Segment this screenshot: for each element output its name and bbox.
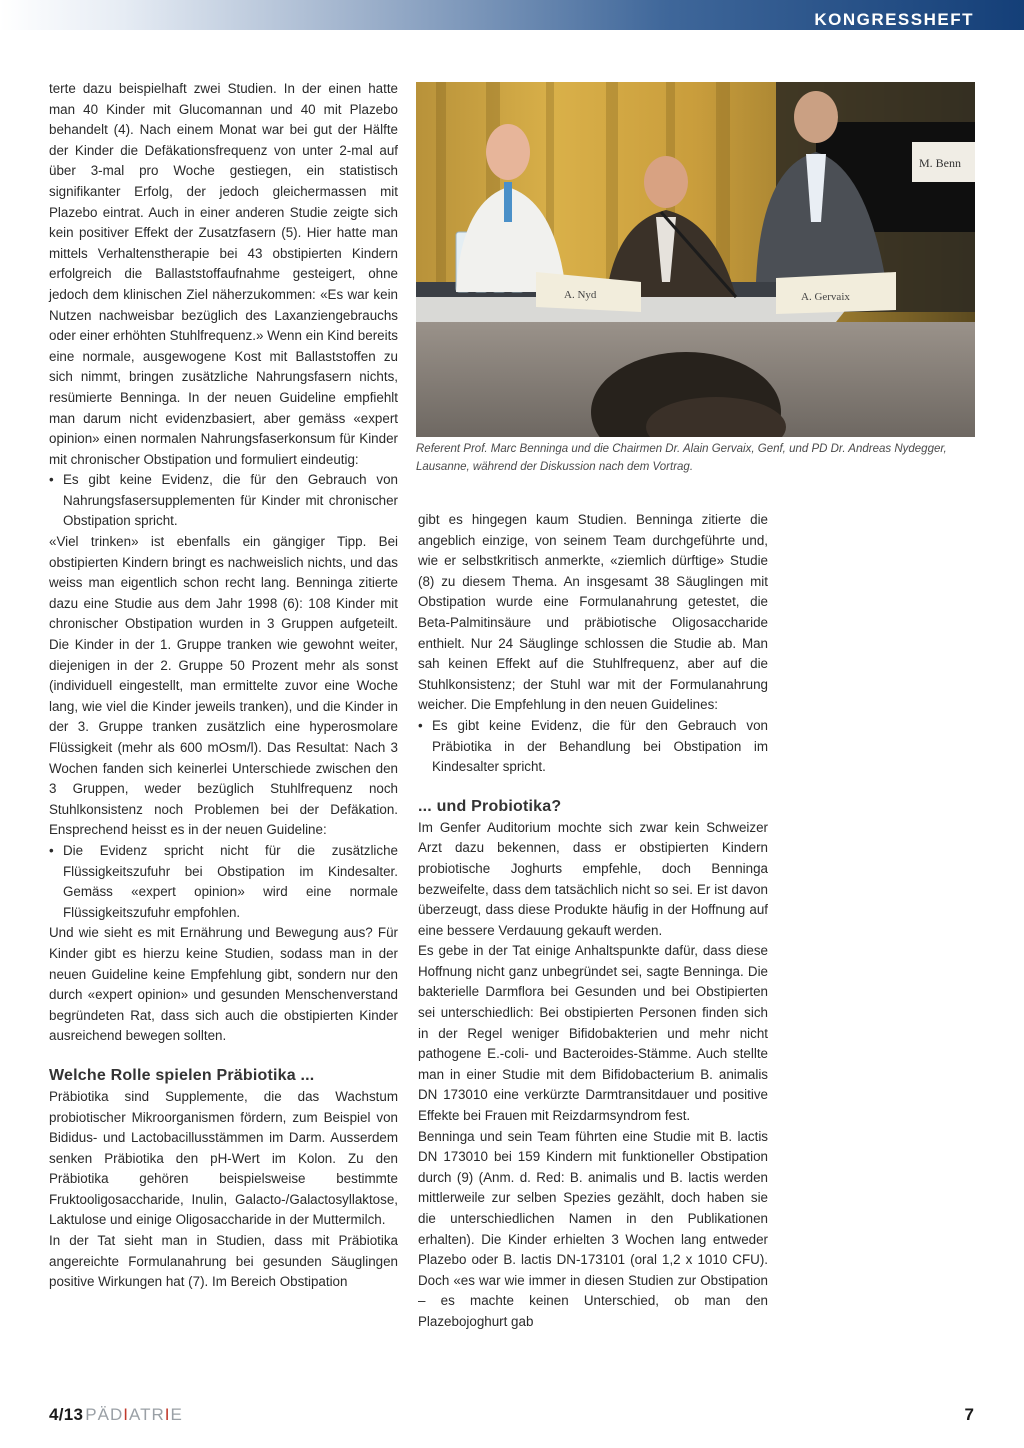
section-label: KONGRESSHEFT	[814, 10, 974, 29]
paragraph: Es gebe in der Tat einige Anhaltspunkte dafür, dass diese Hoffnung nicht ganz unbegründet sei, sagte Benninga. Die bakterielle Darmflora bei Gesunden und bei Obstipierten sei unterschiedlich: Bei obstipierten Personen finden sich in der Regel weniger Bifidobakterien und mehr nicht pathogene E.-coli- und Bacteroides-Stämme. Auch stellte man in einer Studie mit dem Bifidobacterium B. animalis DN 173010 eine verkürzte Darmtransitdauer und positive Effekte bei Frauen mit Reizdarmsyndrom fest.	[418, 943, 768, 1124]
list-item	[49, 470, 398, 532]
paragraph: In der Tat sieht man in Studien, dass mit Präbiotika angereichte Formulanahrung bei gesunden Säuglingen positive Wirkungen hat (7). Im Bereich Obstipation	[49, 1233, 398, 1290]
list-item-text: Es gibt keine Evidenz, die für den Gebrauch von Präbiotika in der Behandlung bei Obstipation im Kindesalter spricht.	[432, 717, 768, 775]
page-number: 7	[964, 1405, 974, 1424]
list-item-text: Es gibt keine Evidenz, die für den Gebrauch von Nahrungsfasersupplementen für Kinder mit chronischer Obstipation spricht.	[63, 472, 398, 529]
paragraph: terte dazu beispielhaft zwei Studien. In der einen hatte man 40 Kinder mit Glucomannan und 40 mit Plazebo behandelt (4). Nach einem Monat war bei gut der Hälfte der Kinder die Defäkationsfrequenz von unter 2-mal auf über 3-mal pro Woche gestiegen, ein statistisch signifikanter Erfolg, der jedoch gleichermassen mit Plazebo eintrat. Auch in einer anderen Studie zeigte sich kein positiver Effekt der Zusatzfasern (5). Hier hatte man mittels Verhaltenstherapie bei 43 obstipierten Kindern erfolgreich die Ballaststoffaufnahme gesteigert, ohne jedoch dem klinischen Ziel näherzukommen: «Es war kein Nutzen nachweisbar bezüglich des Laxanziengebrauchs oder einer erhöhten Stuhlfrequenz.» Wenn ein Kind bereits eine normale, ausgewogene Kost mit Ballaststoffen zu sich nimmt, bringen zusätzliche Nahrungsfasern nichts, resümierte Benninga. In der neuen Guideline empfiehlt man darum nicht evidenzbasiert, aber gemäss «expert opinion» einen normalen Nahrungsfaserkonsum für Kinder mit chronischer Obstipation und formuliert eindeutig:	[49, 81, 398, 467]
bullet-icon: •	[49, 842, 54, 858]
paragraph: Und wie sieht es mit Ernährung und Bewegung aus? Für Kinder gibt es hierzu keine Studien, sodass man in der neuen Guideline keine Empfehlung gibt, sondern nur den durch «expert opinion» und gesunden Menschenverstand begründeten Rat, dass sich auch die obstipierten Kinder ausreichend bewegen sollten.	[49, 925, 398, 1044]
bullet-icon: •	[49, 472, 54, 488]
magazine-name-part: PÄD	[85, 1405, 124, 1424]
issue-number: 4/13	[49, 1405, 84, 1424]
magazine-name-part: E	[170, 1405, 183, 1424]
section-heading: Welche Rolle spielen Präbiotika ...	[49, 1066, 315, 1084]
photo-caption: Referent Prof. Marc Benninga und die Chairmen Dr. Alain Gervaix, Genf, und PD Dr. Andreas Nydegger, Lausanne, während der Diskussion nach dem Vortrag.	[416, 443, 947, 473]
bullet-list	[49, 470, 398, 532]
conference-photo	[416, 82, 975, 437]
magazine-name-part: I	[123, 1405, 129, 1424]
list-item	[418, 716, 768, 778]
magazine-name-part: I	[164, 1405, 171, 1424]
magazine-name-part: ATR	[129, 1405, 165, 1424]
paragraph: Präbiotika sind Supplemente, die das Wachstum probiotischer Mikroorganismen fördern, zum Beispiel von Bididus- und Lactobacillusstämmen im Darm. Ausserdem senken Präbiotika den pH-Wert im Kolon. Zu den Präbiotika gehören beispielsweise bestimmte Fruktooligosaccharide, Inulin, Galacto-/Galactosyllaktose, Laktulose und einige Oligosaccharide in der Muttermilch.	[49, 1088, 398, 1228]
nameplate-middle: A. Gervaix	[801, 291, 850, 303]
paragraph: Im Genfer Auditorium mochte sich zwar kein Schweizer Arzt dazu bekennen, dass er obstipierten Kindern probiotische Joghurts empfehle, doch Benninga bezweifelte, dass dem tatsächlich nicht so sei. Er ist davon überzeugt, dass diese Produkte häufig in der Hoffnung auf eine bessere Verdauung gekauft werden.	[418, 819, 768, 938]
paragraph: gibt es hingegen kaum Studien. Benninga zitierte die angeblich einzige, von seinem Team durchgeführte und, wie er selbstkritisch anmerkte, «ziemlich dürftige» Studie (8) zu diesem Thema. An insgesamt 38 Säuglingen mit Obstipation wurde eine Formulanahrung getestet, die Beta-Palmitinsäure und präbiotische Oligosaccharide enthielt. Nur 24 Säuglinge schlossen die Studie ab. Man sah keinen Effekt auf die Stuhlfrequenz, aber auf die Stuhlkonsistenz; der Stuhl war mit der Formulanahrung weicher. Die Empfehlung in den neuen Guidelines:	[418, 512, 768, 713]
paragraph: «Viel trinken» ist ebenfalls ein gängiger Tipp. Bei obstipierten Kindern bringt es nachweislich nichts, und das weiss man eigentlich schon recht lang. Benninga zitierte dazu eine Studie aus dem Jahr 1998 (6): 108 Kinder mit chronischer Obstipation wurden in 3 Gruppen aufgeteilt. Die Kinder in der 1. Gruppe tranken wie gewohnt weiter, diejenigen in der 2. Gruppe 50 Prozent mehr als sonst (individuell eingestellt, man ermittelte zuvor eine Woche lang, wie viel die Kinder jeweils tranken), und die Kinder in der 3. Gruppe tranken zusätzlich eine hyperosmolare Flüssigkeit (mehr als 600 mOsm/l). Das Resultat: Nach 3 Wochen fanden sich keinerlei Unterschiede zwischen den 3 Gruppen, weder bezüglich Stuhlfrequenz noch Stuhlkonsistenz noch Problemen bei der Defäkation. Ensprechend heisst es in der neuen Guideline:	[49, 534, 398, 838]
bullet-list	[418, 716, 768, 778]
nameplate-right: M. Benn	[919, 156, 961, 170]
article-column-right	[418, 510, 768, 1333]
magazine-name	[85, 1405, 183, 1424]
list-item	[49, 841, 398, 923]
bullet-list	[49, 841, 398, 923]
article-column-left	[49, 79, 398, 1293]
nameplate-left: A. Nyd	[564, 289, 597, 301]
header-bar	[0, 0, 1024, 30]
bullet-icon: •	[418, 717, 423, 733]
section-heading: ... und Probiotika?	[418, 797, 562, 815]
paragraph: Benninga und sein Team führten eine Studie mit B. lactis DN 173010 bei 159 Kindern mit funktioneller Obstipation durch (9) (Anm. d. Red: B. animalis und B. lactis werden mittlerweile zur selben Spezies gezählt, doch haben sie die unterschiedlichen Namen in den Publikationen erhalten). Die Kinder erhielten 3 Wochen lang entweder Plazebo oder B. lactis DN-173101 (oral 1,2 x 1010 CFU). Doch «es war wie immer in diesen Studien zur Obstipation – es machte keinen Unterschied, ob man den Plazebojoghurt gab	[418, 1128, 768, 1329]
footer-issue	[49, 1405, 183, 1425]
list-item-text: Die Evidenz spricht nicht für die zusätzliche Flüssigkeitszufuhr bei Obstipation im Kindesalter. Gemäss «expert opinion» wird eine normale Flüssigkeitszufuhr empfohlen.	[63, 842, 398, 920]
